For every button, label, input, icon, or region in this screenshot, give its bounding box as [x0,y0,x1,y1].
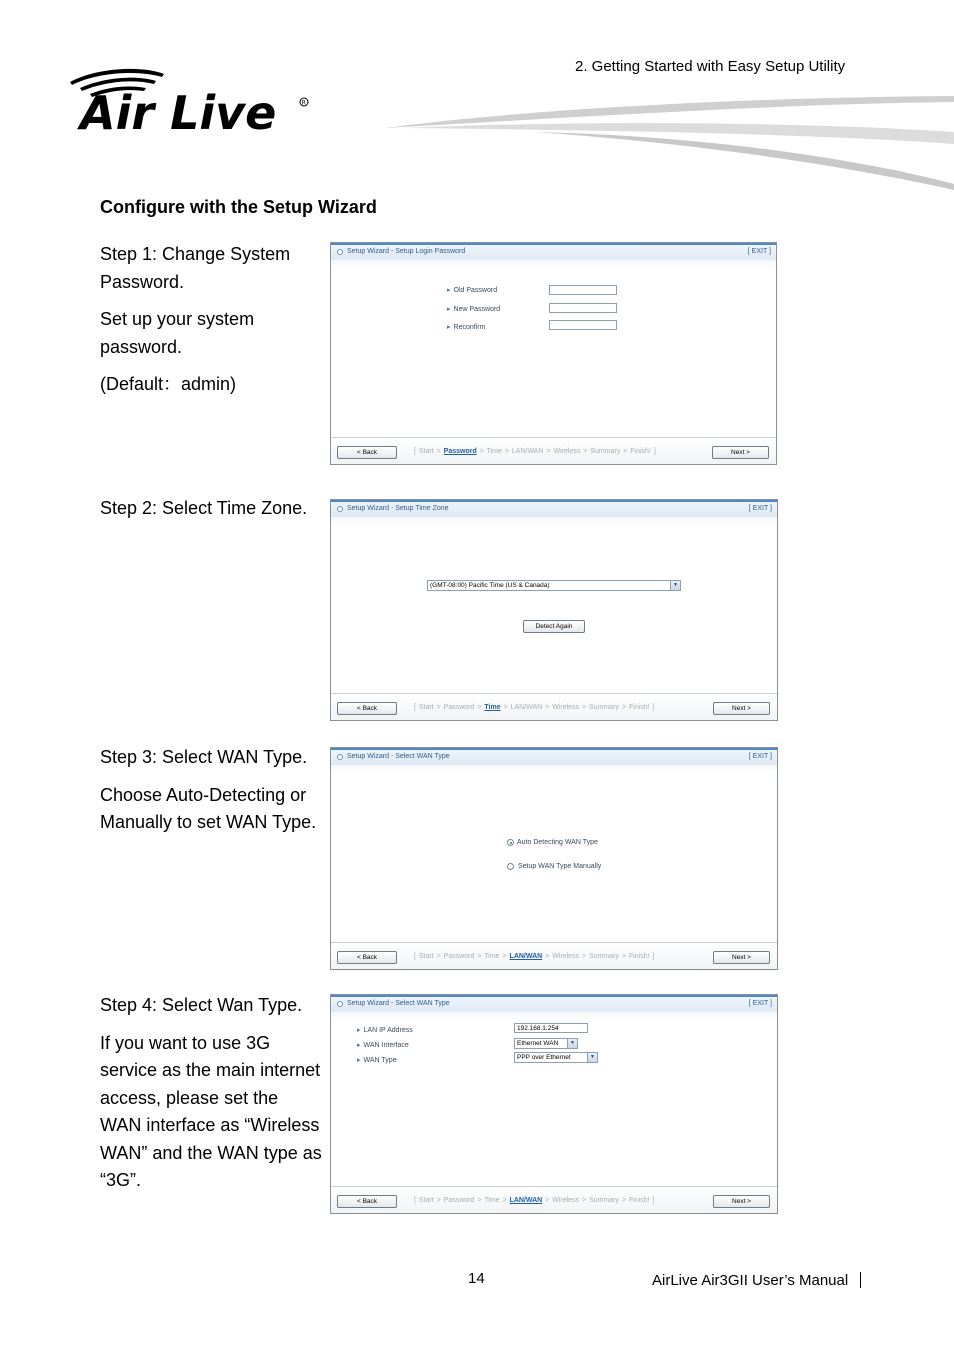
wizard-footer [331,1186,777,1213]
crumb-password: Password [443,1197,475,1204]
lan-ip-input[interactable]: 192.168.1.254 [514,1023,588,1033]
next-button[interactable]: Next > [713,951,770,964]
step-1-heading: Step 1: Change System Password. [100,244,291,292]
exit-link[interactable]: [ EXIT ] [748,753,772,760]
wizard-screen-password [330,242,777,465]
new-password-label: ▸ New Password [447,305,500,313]
header-bullet-icon [337,506,343,512]
next-button[interactable]: Next > [713,1195,770,1208]
wan-interface-label: ▸ WAN Interface [357,1041,409,1049]
wizard-title: Setup Wizard - Select WAN Type [347,1000,450,1007]
wan-type-value: PPP over Ethernet [517,1054,571,1061]
crumb-password: Password [443,448,477,455]
wizard-breadcrumb: [ Start > Password > Time > LAN/WAN > Wireless > Summary > Finish! ] [414,448,656,455]
step-1-text [100,241,322,409]
section-title: Configure with the Setup Wizard [100,197,377,217]
back-button[interactable]: < Back [337,1195,397,1208]
crumb-wireless: Wireless [553,448,581,455]
exit-link[interactable]: [ EXIT ] [747,248,771,255]
header-swoosh-decoration [385,94,954,190]
svg-text:R: R [301,99,306,107]
crumb-wireless: Wireless [552,1197,580,1204]
chevron-down-icon: ▼ [587,1053,597,1062]
crumb-wireless: Wireless [552,704,580,711]
crumb-password: Password [443,704,475,711]
logo-wordmark: Air Live [80,86,277,136]
header-bullet-icon [337,754,343,760]
timezone-select[interactable] [427,580,681,591]
back-button[interactable]: < Back [337,951,397,964]
crumb-summary: Summary [589,953,619,960]
step-4-description: If you want to use 3G service as the main internet access, please set the WAN interface as “Wireless WAN” and the WAN type as “3G”. [100,1032,322,1190]
wan-type-select[interactable] [514,1052,598,1063]
auto-detect-radio[interactable] [507,839,514,846]
wizard-screen-wan-type [330,747,778,970]
chapter-title: 2. Getting Started with Easy Setup Utility [575,58,846,75]
wizard-breadcrumb: [ Start > Password > Time > LAN/WAN > Wireless > Summary > Finish! ] [414,704,655,711]
step-3-heading: Step 3: Select WAN Type. [100,747,308,767]
exit-link[interactable]: [ EXIT ] [748,505,772,512]
header-bullet-icon [337,249,343,255]
back-button[interactable]: < Back [337,702,397,715]
reconfirm-label: ▸ Reconfirm [447,323,485,331]
crumb-password: Password [443,953,475,960]
wan-type-label: ▸ WAN Type [357,1056,397,1064]
wan-interface-value: Ethernet WAN [517,1040,559,1047]
crumb-time: Time [484,704,501,711]
wizard-breadcrumb: [ Start > Password > Time > LAN/WAN > Wireless > Summary > Finish! ] [414,953,655,960]
crumb-time: Time [484,1197,500,1204]
new-password-input[interactable] [549,303,617,313]
footer-divider [860,1272,861,1288]
crumb-summary: Summary [589,704,619,711]
crumb-lanwan: LAN/WAN [509,1197,543,1204]
wizard-breadcrumb: [ Start > Password > Time > LAN/WAN > Wireless > Summary > Finish! ] [414,1197,655,1204]
exit-link[interactable]: [ EXIT ] [748,1000,772,1007]
crumb-lanwan: LAN/WAN [510,704,543,711]
wizard-screen-wan-interface [330,994,778,1214]
manual-title: AirLive Air3GII User’s Manual [652,1272,849,1289]
chevron-down-icon: ▼ [567,1039,577,1048]
detect-again-button[interactable]: Detect Again [523,620,585,633]
lan-ip-label: ▸ LAN IP Address [357,1026,413,1034]
crumb-summary: Summary [590,448,621,455]
header-bullet-icon [337,1001,343,1007]
back-button[interactable]: < Back [337,446,397,459]
step-4-text [100,992,322,1205]
wizard-screen-time-zone [330,499,778,721]
chevron-down-icon: ▼ [670,581,680,590]
wizard-footer [331,437,776,464]
manual-setup-radio[interactable] [507,863,514,870]
airlive-logo [66,66,316,136]
wizard-title: Setup Wizard - Select WAN Type [347,753,450,760]
step-3-text [100,744,322,847]
wizard-footer [331,693,777,720]
crumb-time: Time [484,953,500,960]
wizard-title: Setup Wizard - Setup Time Zone [347,505,449,512]
crumb-summary: Summary [589,1197,619,1204]
crumb-wireless: Wireless [552,953,580,960]
wan-interface-select[interactable] [514,1038,578,1049]
auto-detect-label: Auto Detecting WAN Type [517,839,598,846]
next-button[interactable]: Next > [713,702,770,715]
step-4-heading: Step 4: Select Wan Type. [100,995,303,1015]
wizard-title: Setup Wizard - Setup Login Password [347,248,466,255]
step-1-default: (Default：admin) [100,374,237,394]
page-number: 14 [468,1270,485,1287]
crumb-time: Time [486,448,502,455]
timezone-value: (GMT-08:00) Pacific Time (US & Canada) [430,582,550,589]
wizard-footer [331,942,777,969]
step-2-text [100,495,322,533]
step-3-description: Choose Auto-Detecting or Manually to set WAN Type. [100,784,317,832]
old-password-label: ▸ Old Password [447,286,497,294]
reconfirm-input[interactable] [549,320,617,330]
step-1-description: Set up your system password. [100,309,255,357]
crumb-lanwan: LAN/WAN [509,953,543,960]
step-2-heading: Step 2: Select Time Zone. [100,498,308,518]
next-button[interactable]: Next > [712,446,769,459]
old-password-input[interactable] [549,285,617,295]
crumb-lanwan: LAN/WAN [511,448,544,455]
manual-setup-label: Setup WAN Type Manually [518,863,602,870]
